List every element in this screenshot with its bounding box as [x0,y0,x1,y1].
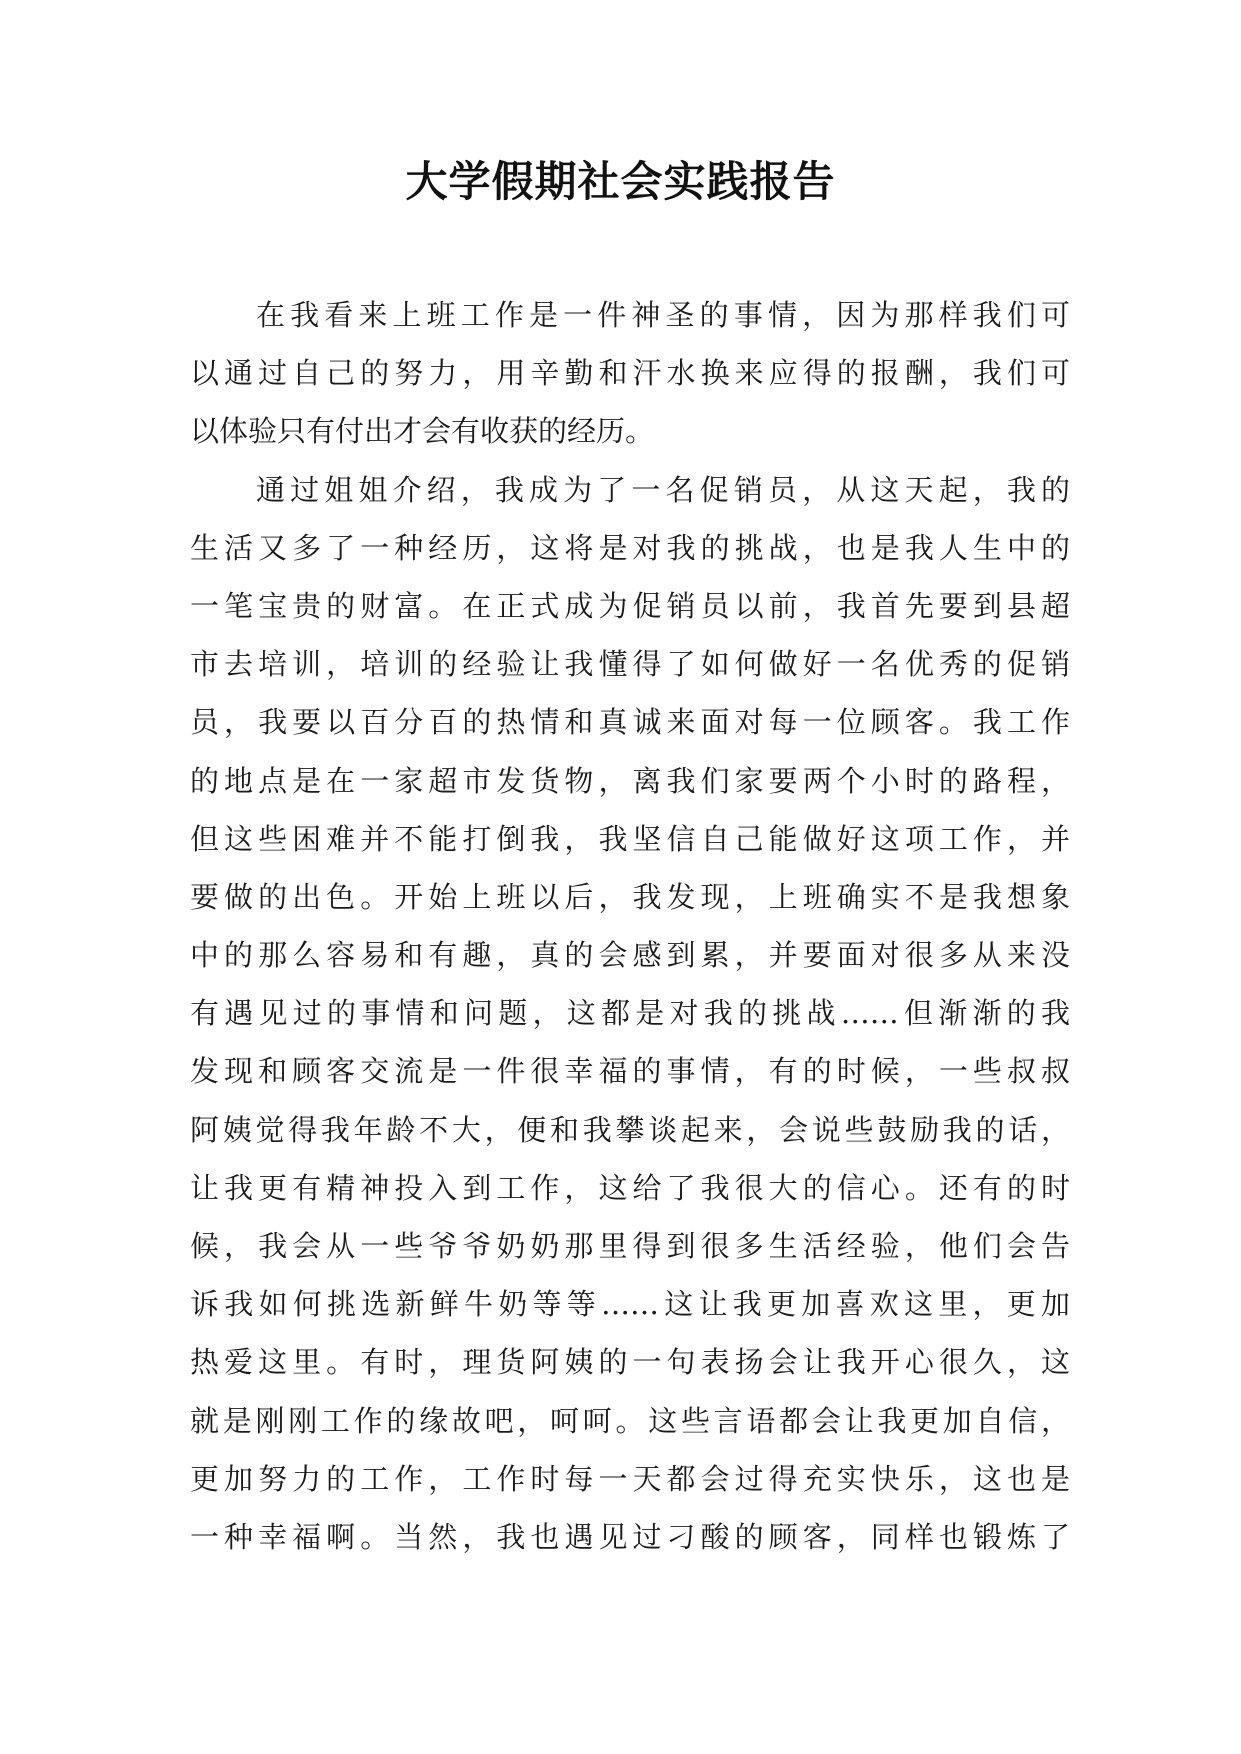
paragraph-line: 中的那么容易和有趣，真的会感到累，并要面对很多从来没 [190,938,1070,973]
paragraph-line: 以体验只有付出才会有收获的经历。 [190,414,655,449]
document-body [190,286,1070,1566]
paragraph-line: 诉我如何挑选新鲜牛奶等等……这让我更加喜欢这里，更加 [190,1287,1070,1322]
paragraph-line: 一笔宝贵的财富。在正式成为促销员以前，我首先要到县超 [190,588,1070,623]
paragraph-2 [190,461,1070,1567]
paragraph-line: 市去培训，培训的经验让我懂得了如何做好一名优秀的促销 [190,647,1070,682]
paragraph-line: 但这些困难并不能打倒我，我坚信自己能做好这项工作，并 [190,821,1070,856]
paragraph-line: 的地点是在一家超市发货物，离我们家要两个小时的路程， [190,763,1070,798]
paragraph-line: 在我看来上班工作是一件神圣的事情，因为那样我们可 [256,298,1070,332]
paragraph-line: 有遇见过的事情和问题，这都是对我的挑战……但渐渐的我 [190,996,1070,1031]
paragraph-1 [190,286,1070,461]
paragraph-line: 更加努力的工作，工作时每一天都会过得充实快乐，这也是 [190,1461,1070,1496]
paragraph-line: 员，我要以百分百的热情和真诚来面对每一位顾客。我工作 [190,705,1070,740]
paragraph-line: 生活又多了一种经历，这将是对我的挑战，也是我人生中的 [190,530,1070,565]
paragraph-line: 发现和顾客交流是一件很幸福的事情，有的时候，一些叔叔 [190,1054,1070,1089]
paragraph-line: 候，我会从一些爷爷奶奶那里得到很多生活经验，他们会告 [190,1229,1070,1263]
document-title: 大学假期社会实践报告 [405,157,836,206]
paragraph-line: 阿姨觉得我年龄不大，便和我攀谈起来，会说些鼓励我的话， [190,1112,1070,1147]
paragraph-line: 让我更有精神投入到工作，这给了我很大的信心。还有的时 [190,1170,1070,1205]
paragraph-line: 一种幸福啊。当然，我也遇见过刁酸的顾客，同样也锻炼了 [190,1519,1070,1554]
paragraph-line: 要做的出色。开始上班以后，我发现，上班确实不是我想象 [190,879,1070,914]
paragraph-line: 热爱这里。有时，理货阿姨的一句表扬会让我开心很久，这 [190,1345,1070,1380]
paragraph-line: 通过姐姐介绍，我成为了一名促销员，从这天起，我的 [256,472,1070,507]
paragraph-line: 就是刚刚工作的缘故吧，呵呵。这些言语都会让我更加自信， [190,1403,1070,1438]
paragraph-line: 以通过自己的努力，用辛勤和汗水换来应得的报酬，我们可 [190,356,1070,391]
